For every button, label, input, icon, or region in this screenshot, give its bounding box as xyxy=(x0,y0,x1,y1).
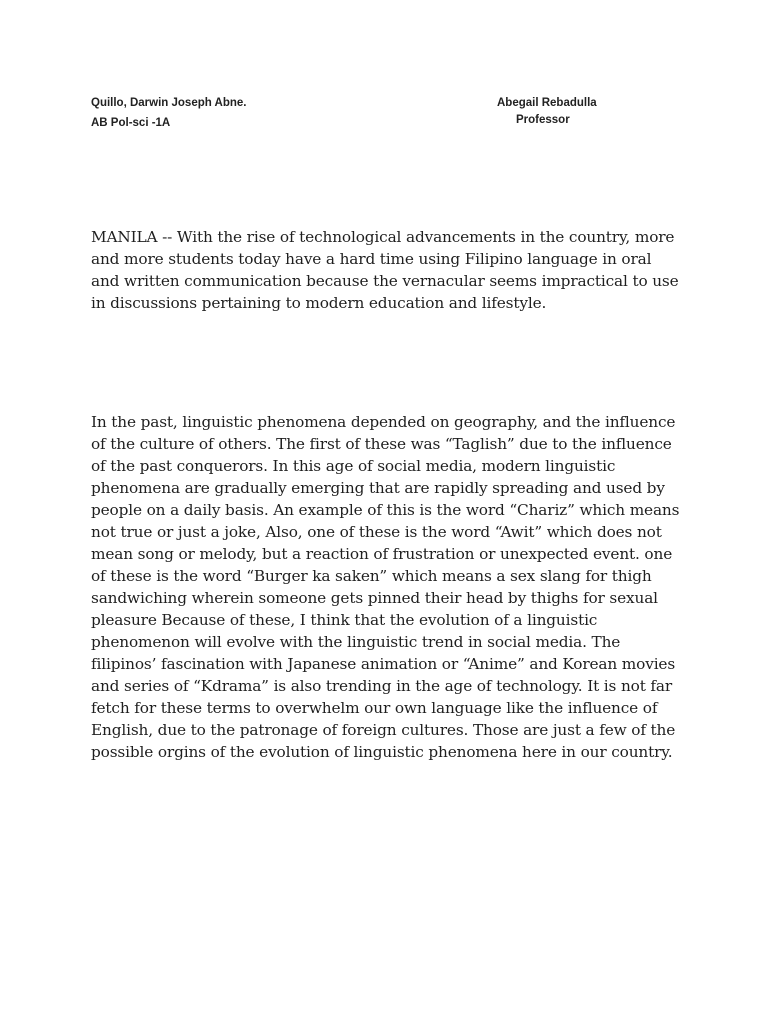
student-name: Quillo, Darwin Joseph Abne. xyxy=(91,97,247,109)
professor-name: Abegail Rebadulla xyxy=(497,97,597,109)
paragraph-intro: MANILA -- With the rise of technological advancements in the country, more and more students today have a hard time using Filipino language in oral and written communication because the vernacular seems impractical to use in discussions pertaining to modern education and lifestyle. xyxy=(91,228,679,312)
professor-label: Professor xyxy=(516,114,570,126)
paragraph-main: In the past, linguistic phenomena depended on geography, and the influence of the culture of others. The first of these was “Taglish” due to the influence of the past conquerors. In this age of social media, modern linguistic phenomena are gradually emerging that are rapidly spreading and used by people on a daily basis. An example of this is the word “Chariz” which means not true or just a joke, Also, one of these is the word “Awit” which does not mean song or melody, but a reaction of frustration or unexpected event. one of these is the word “Burger ka saken” which means a sex slang for thigh sandwiching wherein someone gets pinned their head by thighs for sexual pleasure Because of these, I think that the evolution of a linguistic phenomenon will evolve with the linguistic trend in social media. The filipinos’ fascination with Japanese animation or “Anime” and Korean movies and series of “Kdrama” is also trending in the age of technology. It is not far fetch for these terms to overwhelm our own language like the influence of English, due to the patronage of foreign cultures. Those are just a few of the possible orgins of the evolution of linguistic phenomena here in our country. xyxy=(91,413,680,761)
course-label: AB Pol-sci -1A xyxy=(91,117,171,129)
student-info xyxy=(91,93,246,133)
